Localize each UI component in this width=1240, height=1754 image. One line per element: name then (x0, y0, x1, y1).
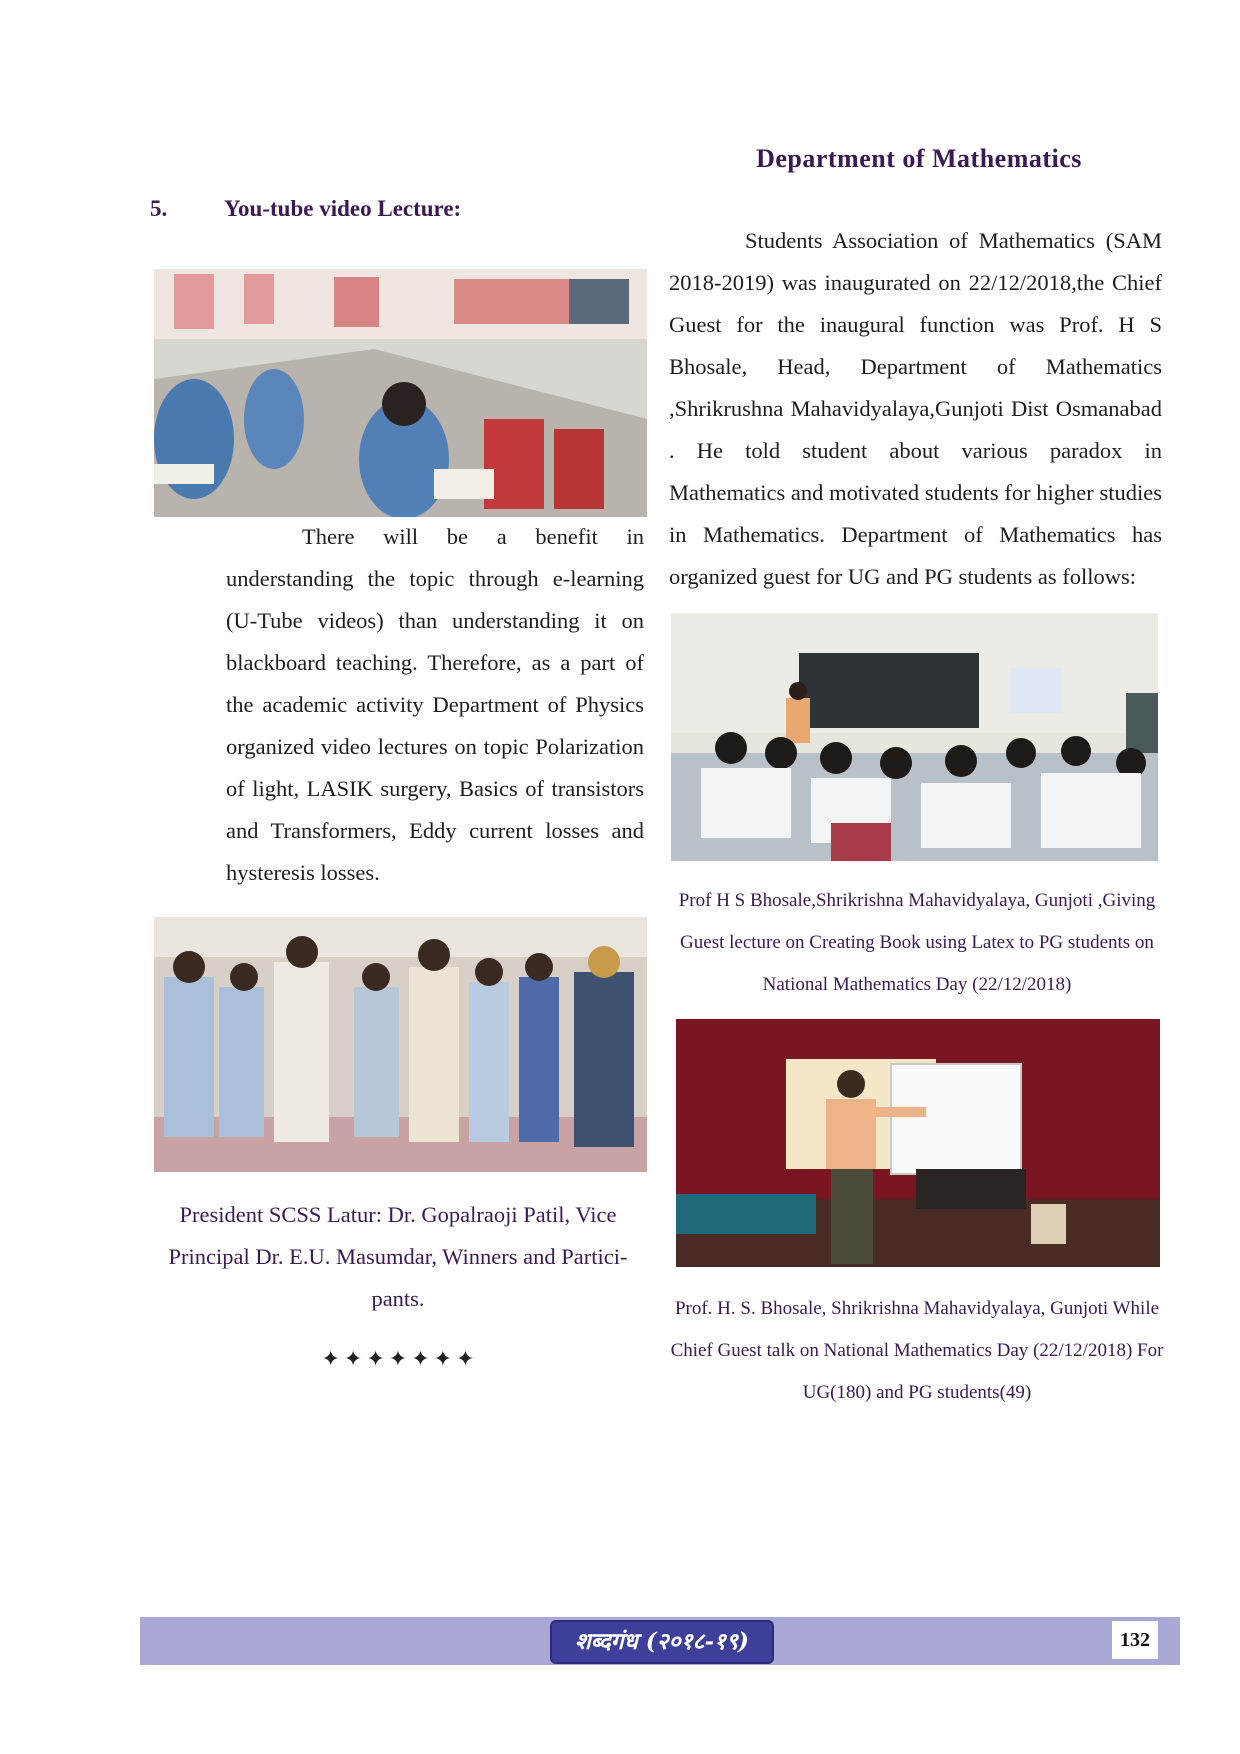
guest-lecture-photo (671, 613, 1158, 861)
ornament-divider: ✦✦✦✦✦✦✦ (321, 1346, 479, 1371)
video-lecture-paragraph: There will be a benefit in understanding the topic through e-learning (U-Tube videos) than understanding it on blackboard teaching. Therefore, as a part of the academic activity Department of Physics organized video lectures on topic Polarization of light, LASIK surgery, Basics of transistors and Transformers, Eddy current losses and hysteresis losses. (226, 524, 644, 885)
section-title: You-tube video Lecture: (224, 196, 462, 221)
chief-guest-talk-photo (676, 1019, 1160, 1267)
sam-inauguration-paragraph: Students Association of Mathematics (SAM 2018-2019) was inaugurated on 22/12/2018,the Chief Guest for the inaugural function was Prof. H S Bhosale, Head, Department of Mathematics ,Shrikrushna Mahavidyalaya,Gunjoti Dist Osmanabad . He told student about various paradox in Mathematics and motivated students for higher studies in Mathematics. Department of Mathematics has organized guest for UG and PG students as follows: (669, 228, 1162, 589)
section-heading (150, 196, 461, 222)
section-number: 5. (150, 196, 168, 221)
footer-magazine-title: शब्दगंध (२०१८-१९) (550, 1620, 774, 1664)
page-number: 132 (1112, 1621, 1158, 1659)
classroom-video-lecture-photo (154, 269, 647, 517)
department-title: Department of Mathematics (756, 144, 1082, 173)
guest-lecture-caption: Prof H S Bhosale,Shrikrishna Mahavidyalaya, Gunjoti ,Giving Guest lecture on Creating Book using Latex to PG students on National Mathematics Day (22/12/2018) (678, 890, 1156, 995)
winners-photo-caption: President SCSS Latur: Dr. Gopalraoji Patil, Vice Principal Dr. E.U. Masumdar, Winners and Partici-pants. (168, 1202, 628, 1311)
winners-group-photo (154, 917, 647, 1172)
chief-guest-caption: Prof. H. S. Bhosale, Shrikrishna Mahavidyalaya, Gunjoti While Chief Guest talk on National Mathematics Day (22/12/2018) For UG(180) and PG students(49) (670, 1298, 1164, 1403)
